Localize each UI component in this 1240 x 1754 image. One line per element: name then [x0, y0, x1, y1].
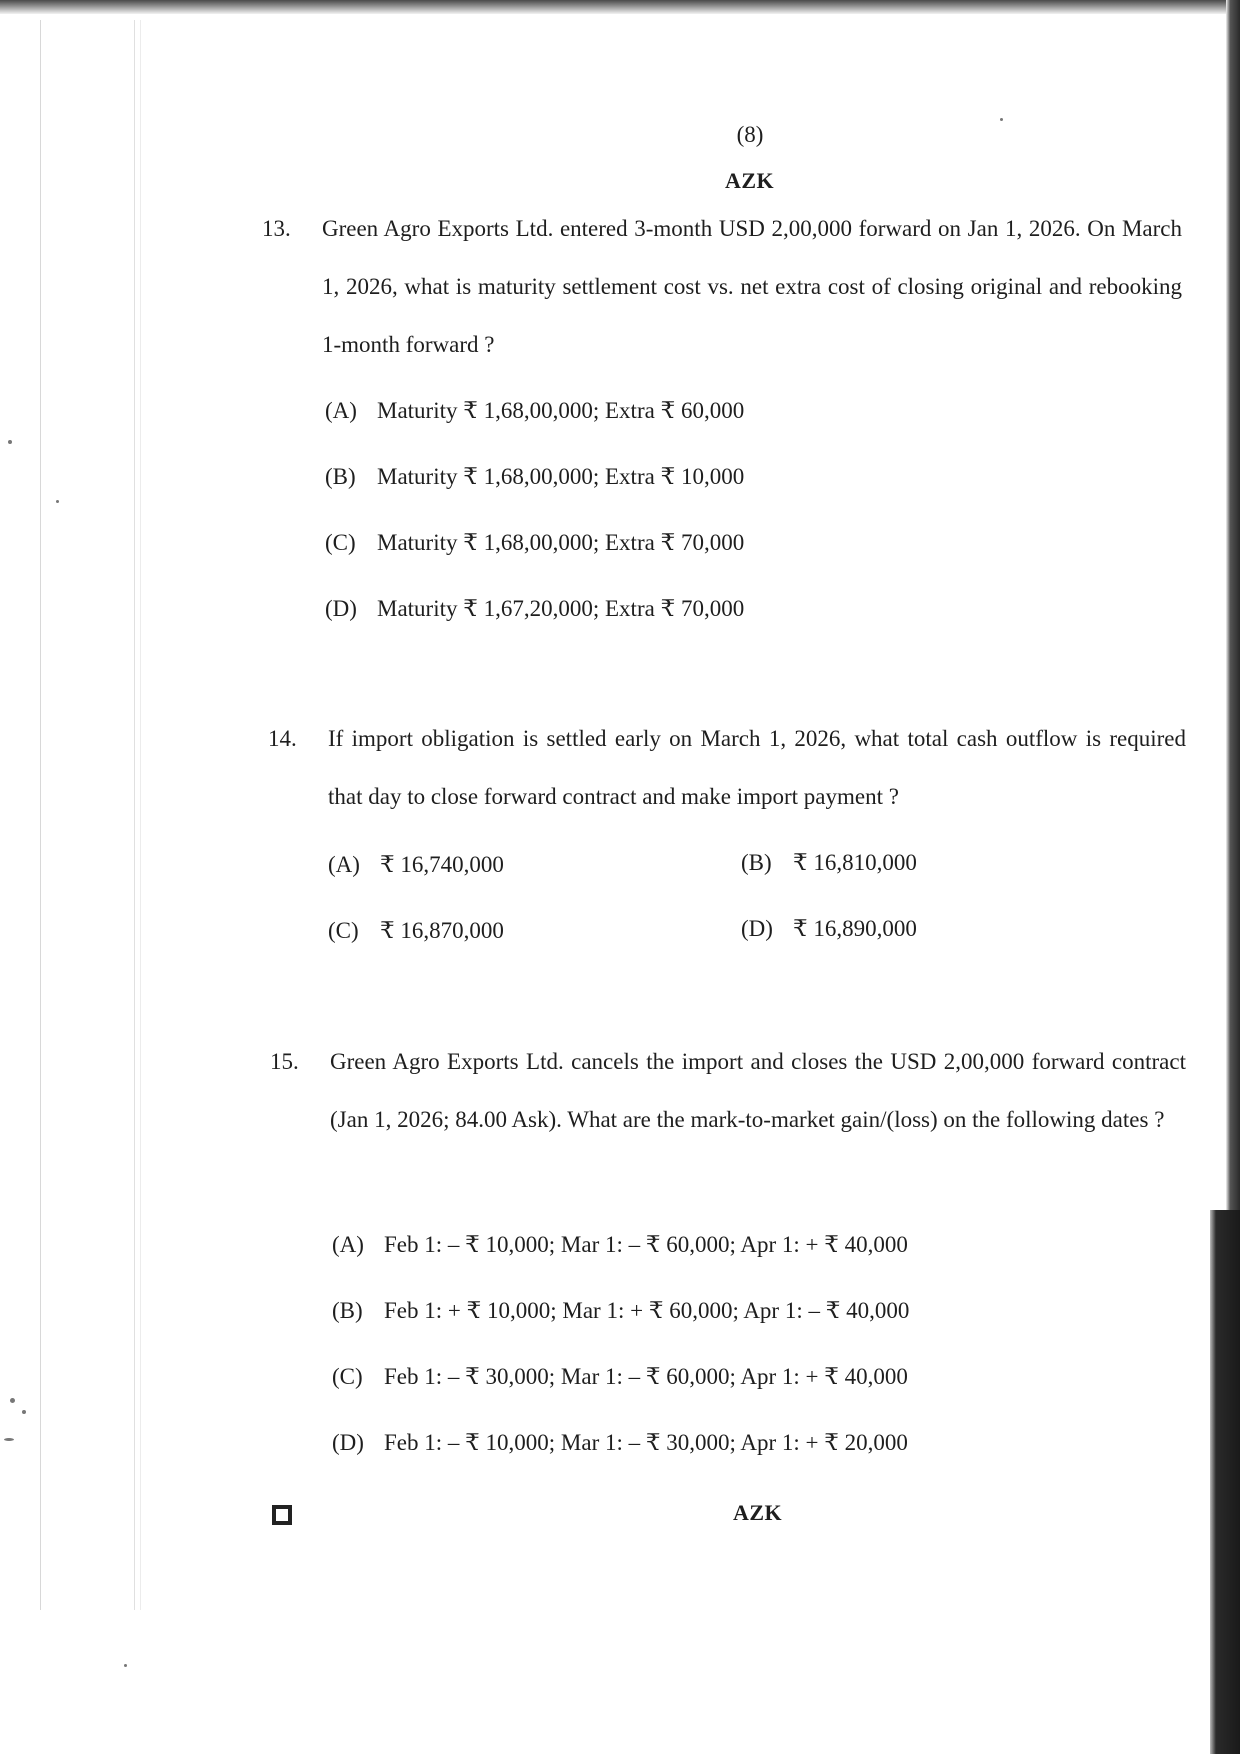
question-text: If import obligation is settled early on March 1, 2026, what total cash outflow is required that day to close forward contract and make import payment ?: [328, 726, 1186, 809]
option-label: (C): [332, 1364, 363, 1389]
option-b: [325, 464, 744, 490]
option-text: ₹ 16,870,000: [380, 918, 504, 943]
scan-speck: [1000, 118, 1003, 121]
question-number: 14.: [268, 726, 297, 751]
scan-speck: [56, 500, 59, 503]
series-code-bottom: AZK: [733, 1500, 783, 1525]
option-a: [325, 398, 744, 424]
option-text: ₹ 16,810,000: [793, 850, 917, 875]
binding-line: [40, 20, 41, 1610]
binding-line: [140, 20, 141, 1610]
option-label: (B): [325, 464, 356, 489]
option-text: ₹ 16,740,000: [380, 852, 504, 877]
option-text: Maturity ₹ 1,67,20,000; Extra ₹ 70,000: [377, 596, 745, 621]
option-label: (B): [741, 850, 772, 875]
option-text: Maturity ₹ 1,68,00,000; Extra ₹ 10,000: [377, 464, 745, 489]
option-d: [325, 596, 744, 622]
scan-speck: [8, 440, 12, 444]
question-number: 15.: [270, 1049, 299, 1074]
option-c: [332, 1364, 908, 1390]
option-c: [328, 918, 504, 944]
option-d: [741, 916, 917, 942]
option-label: (D): [741, 916, 773, 941]
square-marker-icon: [272, 1505, 292, 1525]
option-label: (A): [332, 1232, 364, 1257]
option-label: (D): [325, 596, 357, 621]
scan-speck: [124, 1664, 127, 1667]
binding-line: [134, 20, 135, 1610]
option-label: (A): [325, 398, 357, 423]
question-text: Green Agro Exports Ltd. cancels the import and closes the USD 2,00,000 forward contract (Jan 1, 2026; 84.00 Ask). What are the mark-to-market gain/(loss) on the following dates ?: [330, 1049, 1186, 1132]
option-text: Feb 1: – ₹ 30,000; Mar 1: – ₹ 60,000; Apr 1: + ₹ 40,000: [384, 1364, 908, 1389]
option-b: [332, 1298, 909, 1324]
question-text: Green Agro Exports Ltd. entered 3-month USD 2,00,000 forward on Jan 1, 2026. On March 1, 2026, what is maturity settlement cost vs. net extra cost of closing original and rebooking 1-month forward ?: [322, 216, 1182, 357]
option-d: [332, 1430, 908, 1456]
scan-speck: [22, 1410, 26, 1414]
option-text: Feb 1: – ₹ 10,000; Mar 1: – ₹ 60,000; Apr 1: + ₹ 40,000: [384, 1232, 908, 1257]
option-c: [325, 530, 744, 556]
option-label: (C): [328, 918, 359, 943]
option-label: (B): [332, 1298, 363, 1323]
scan-speck: [10, 1398, 15, 1403]
option-text: Feb 1: – ₹ 10,000; Mar 1: – ₹ 30,000; Apr 1: + ₹ 20,000: [384, 1430, 908, 1455]
option-label: (A): [328, 852, 360, 877]
question-number: 13.: [262, 216, 291, 241]
option-text: Feb 1: + ₹ 10,000; Mar 1: + ₹ 60,000; Apr 1: – ₹ 40,000: [384, 1298, 910, 1323]
scan-speck: [4, 1438, 14, 1441]
scan-top-edge: [0, 0, 1240, 14]
option-b: [741, 850, 917, 876]
series-code-top: AZK: [725, 168, 775, 193]
option-text: Maturity ₹ 1,68,00,000; Extra ₹ 60,000: [377, 398, 745, 423]
option-text: Maturity ₹ 1,68,00,000; Extra ₹ 70,000: [377, 530, 745, 555]
option-a: [332, 1232, 908, 1258]
option-label: (C): [325, 530, 356, 555]
scan-right-edge-shadow: [1210, 1210, 1240, 1754]
option-text: ₹ 16,890,000: [793, 916, 917, 941]
page-number: (8): [736, 122, 764, 147]
option-label: (D): [332, 1430, 364, 1455]
option-a: [328, 852, 504, 878]
